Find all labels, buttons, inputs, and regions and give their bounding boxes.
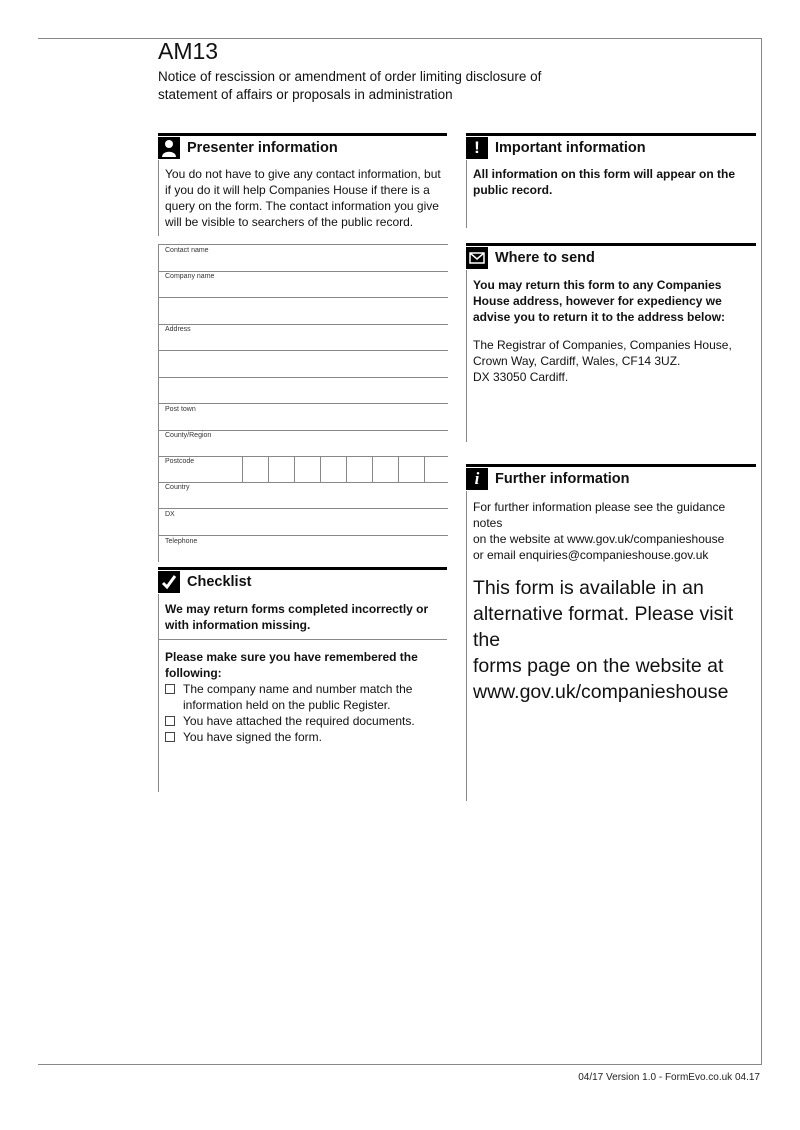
postcode-field[interactable]: [158, 456, 448, 483]
important-heading: [466, 133, 756, 160]
checkbox[interactable]: [165, 716, 175, 726]
postcode-cell[interactable]: [268, 456, 269, 482]
address-label: Address: [165, 326, 191, 333]
checkbox[interactable]: [165, 732, 175, 742]
postcode-cell[interactable]: [346, 456, 347, 482]
telephone-label: Telephone: [165, 538, 198, 545]
where-to-send-intro: You may return this form to any Companies House address, however for expediency we advise you to return it to the address below:: [473, 278, 726, 324]
dx-field[interactable]: [158, 509, 448, 536]
postcode-cell[interactable]: [242, 456, 243, 482]
where-to-send-heading-text: Where to send: [495, 250, 595, 266]
contact-name-label: Contact name: [165, 247, 209, 254]
where-to-send-body: [466, 270, 756, 442]
postcode-cell[interactable]: [320, 456, 321, 482]
version-footer: 04/17 Version 1.0 - FormEvo.co.uk 04.17: [578, 1072, 760, 1083]
presenter-intro: You do not have to give any contact information, but if you do it will help Companies House if there is a query on the form. The contact information you give will be visible to searchers of the public record.: [158, 160, 447, 236]
country-field[interactable]: [158, 482, 448, 509]
checklist-item-text: You have signed the form.: [183, 730, 322, 744]
further-info-heading: [466, 464, 756, 491]
alt-format-line-2: alternative format. Please visit the: [473, 603, 734, 651]
checklist-item-text: The company name and number match the information held on the public Register.: [183, 682, 413, 712]
postcode-cell[interactable]: [398, 456, 399, 482]
checklist-warning: We may return forms completed incorrectly or with information missing.: [158, 594, 447, 640]
telephone-field[interactable]: [158, 536, 448, 562]
presenter-heading: [158, 133, 447, 160]
post-town-label: Post town: [165, 406, 196, 413]
post-town-field[interactable]: [158, 404, 448, 431]
checklist-heading-text: Checklist: [187, 574, 252, 590]
dx-label: DX: [165, 511, 175, 518]
address-field[interactable]: [158, 324, 448, 351]
checklist-item-text: You have attached the required documents.: [183, 714, 415, 728]
company-name-field-line-2[interactable]: [158, 298, 448, 325]
alt-format-line-1: This form is available in an: [473, 577, 704, 599]
county-field[interactable]: [158, 430, 448, 457]
contact-name-field[interactable]: [158, 244, 448, 272]
bottom-rule: [38, 1064, 762, 1065]
right-rule: [761, 38, 762, 1064]
checkbox[interactable]: [165, 684, 175, 694]
checklist-item: [165, 713, 441, 729]
company-name-label: Company name: [165, 273, 215, 280]
form-title-line-2: statement of affairs or proposals in administration: [158, 87, 453, 102]
checkmark-icon: [158, 571, 180, 593]
checklist-item: [165, 681, 441, 713]
checklist-body: [158, 640, 447, 792]
address-line-1: The Registrar of Companies, Companies House,: [473, 338, 732, 352]
top-rule: [38, 38, 762, 39]
form-title: [158, 68, 578, 104]
alt-format-line-4: www.gov.uk/companieshouse: [473, 681, 729, 703]
alt-format-line-3: forms page on the website at: [473, 655, 724, 677]
country-label: Country: [165, 484, 190, 491]
alt-format-note: [473, 575, 750, 705]
address-line-2: Crown Way, Cardiff, Wales, CF14 3UZ.: [473, 354, 681, 368]
further-info-line-2: on the website at www.gov.uk/companieshouse: [473, 532, 725, 546]
presenter-section: [158, 133, 447, 236]
presenter-heading-text: Presenter information: [187, 140, 338, 156]
address-line-3: DX 33050 Cardiff.: [473, 370, 569, 384]
further-info-section: [466, 464, 756, 801]
address-field-line-2[interactable]: [158, 351, 448, 378]
further-info-body: [466, 491, 756, 801]
checklist-section: [158, 567, 447, 792]
checklist-heading: [158, 567, 447, 594]
further-info-heading-text: Further information: [495, 471, 630, 487]
county-label: County/Region: [165, 432, 212, 439]
important-section: [466, 133, 756, 228]
address-field-line-3[interactable]: [158, 377, 448, 404]
form-code: AM13: [158, 38, 219, 64]
company-name-field[interactable]: [158, 271, 448, 298]
where-to-send-section: [466, 243, 756, 442]
checklist-item: [165, 729, 441, 745]
form-title-line-1: Notice of rescission or amendment of order limiting disclosure of: [158, 69, 542, 84]
postcode-cell[interactable]: [294, 456, 295, 482]
further-info-line-1: For further information please see the guidance notes: [473, 500, 726, 530]
important-heading-text: Important information: [495, 140, 646, 156]
exclamation-icon: !: [466, 137, 488, 159]
postcode-cell[interactable]: [372, 456, 373, 482]
where-to-send-heading: [466, 243, 756, 270]
postcode-label: Postcode: [165, 458, 195, 465]
envelope-icon: [466, 247, 488, 269]
further-info-line-3: or email enquiries@companieshouse.gov.uk: [473, 548, 709, 562]
checklist-intro: Please make sure you have remembered the following:: [165, 650, 418, 680]
person-icon: [158, 137, 180, 159]
info-icon: i: [466, 468, 488, 490]
important-text: All information on this form will appear on the public record.: [466, 160, 756, 228]
postcode-cell[interactable]: [424, 456, 425, 482]
